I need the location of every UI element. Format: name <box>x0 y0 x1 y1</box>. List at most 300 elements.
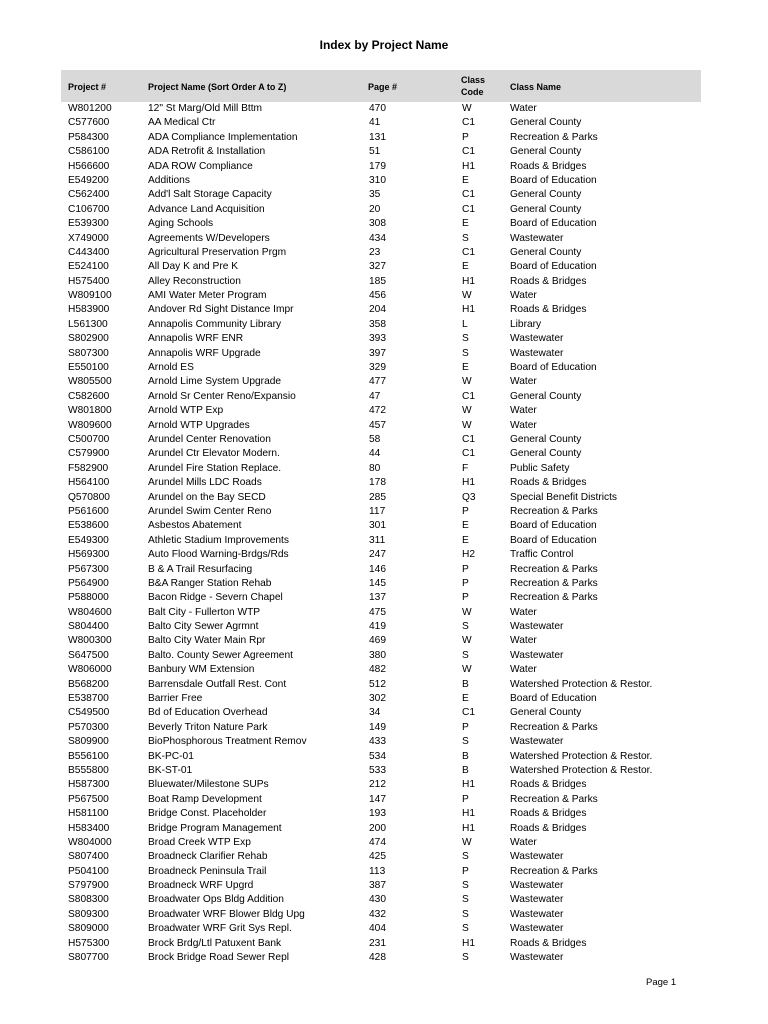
project-name-cell: Advance Land Acquisition <box>148 203 265 215</box>
header-page-number: Page # <box>368 82 398 92</box>
class-code-cell: P <box>462 721 469 733</box>
page-number-cell: 430 <box>369 894 386 906</box>
page-number-cell: 358 <box>369 318 386 330</box>
class-name-cell: General County <box>510 189 582 201</box>
table-row <box>0 275 768 289</box>
class-name-cell: Wastewater <box>510 736 564 748</box>
class-name-cell: Board of Education <box>510 174 597 186</box>
class-code-cell: H1 <box>462 275 476 287</box>
project-number-cell: S809900 <box>68 736 109 748</box>
class-code-cell: H1 <box>462 937 476 949</box>
project-name-cell: Athletic Stadium Improvements <box>148 534 289 546</box>
table-header <box>61 70 701 102</box>
class-name-cell: Roads & Bridges <box>510 160 587 172</box>
project-number-cell: X749000 <box>68 232 109 244</box>
page-number-cell: 34 <box>369 707 381 719</box>
class-name-cell: Board of Education <box>510 261 597 273</box>
project-number-cell: S804400 <box>68 621 109 633</box>
table-row <box>0 419 768 433</box>
project-name-cell: Balto. County Sewer Agreement <box>148 649 293 661</box>
page-number-cell: 512 <box>369 678 386 690</box>
page-number-cell: 457 <box>369 419 386 431</box>
project-name-cell: Boat Ramp Development <box>148 793 262 805</box>
page-title: Index by Project Name <box>319 38 449 52</box>
project-number-cell: S809000 <box>68 923 109 935</box>
project-number-cell: P561600 <box>68 505 109 517</box>
class-name-cell: Traffic Control <box>510 549 574 561</box>
project-name-cell: 12" St Marg/Old Mill Bttm <box>148 103 263 114</box>
project-number-cell: W809100 <box>68 290 112 302</box>
project-number-cell: B556100 <box>68 750 109 762</box>
class-code-cell: S <box>462 621 469 633</box>
project-name-cell: Add'l Salt Storage Capacity <box>148 189 272 201</box>
table-row <box>0 692 768 706</box>
page-number-cell: 397 <box>369 347 386 359</box>
class-name-cell: Roads & Bridges <box>510 822 587 834</box>
class-code-cell: S <box>462 736 469 748</box>
class-name-cell: Recreation & Parks <box>510 505 598 517</box>
class-name-cell: Watershed Protection & Restor. <box>510 678 653 690</box>
project-number-cell: L561300 <box>68 318 108 330</box>
table-row <box>0 922 768 936</box>
page-number-cell: 404 <box>369 923 386 935</box>
class-name-cell: Water <box>510 664 537 676</box>
project-name-cell: Additions <box>148 174 190 186</box>
page-number-cell: 23 <box>369 246 381 258</box>
project-name-cell: Beverly Triton Nature Park <box>148 721 268 733</box>
class-name-cell: General County <box>510 203 582 215</box>
table-row <box>0 721 768 735</box>
class-name-cell: Water <box>510 635 537 647</box>
page-number-cell: 80 <box>369 462 381 474</box>
project-number-cell: H566600 <box>68 160 110 172</box>
project-number-cell: W806000 <box>68 664 112 676</box>
page-number-cell: 469 <box>369 635 386 647</box>
class-code-cell: S <box>462 347 469 359</box>
page-number-cell: 425 <box>369 851 386 863</box>
table-row <box>0 217 768 231</box>
page-number-cell: 327 <box>369 261 386 273</box>
page-number-cell: 179 <box>369 160 386 172</box>
class-code-cell: H1 <box>462 779 476 791</box>
class-name-cell: Recreation & Parks <box>510 793 598 805</box>
project-number-cell: S802900 <box>68 333 109 345</box>
class-name-cell: Wastewater <box>510 894 564 906</box>
class-name-cell: Watershed Protection & Restor. <box>510 764 653 776</box>
project-number-cell: E538600 <box>68 520 109 532</box>
page-number-cell: 35 <box>369 189 381 201</box>
page-number-cell: 285 <box>369 491 386 503</box>
project-name-cell: Agreements W/Developers <box>148 232 270 244</box>
class-code-cell: S <box>462 894 469 906</box>
page-number-cell: 44 <box>369 448 381 460</box>
table-row <box>0 534 768 548</box>
table-row <box>0 519 768 533</box>
project-name-cell: BK-ST-01 <box>148 764 193 776</box>
page-number-cell: 433 <box>369 736 386 748</box>
page-number-cell: 145 <box>369 577 386 589</box>
class-name-cell: Wastewater <box>510 649 564 661</box>
class-name-cell: Wastewater <box>510 333 564 345</box>
page-number-cell: 308 <box>369 218 386 230</box>
class-code-cell: B <box>462 678 469 690</box>
page-number-cell: 178 <box>369 477 386 489</box>
table-row <box>0 116 768 130</box>
class-name-cell: Wastewater <box>510 232 564 244</box>
project-name-cell: Annapolis WRF Upgrade <box>148 347 261 359</box>
class-code-cell: B <box>462 764 469 776</box>
project-number-cell: P567500 <box>68 793 109 805</box>
class-name-cell: Wastewater <box>510 908 564 920</box>
project-name-cell: Broadneck WRF Upgrd <box>148 880 254 892</box>
class-code-cell: S <box>462 333 469 345</box>
project-name-cell: Bd of Education Overhead <box>148 707 268 719</box>
table-row <box>0 462 768 476</box>
project-number-cell: B568200 <box>68 678 109 690</box>
project-number-cell: H581100 <box>68 808 109 820</box>
table-row <box>0 706 768 720</box>
page-number-cell: 47 <box>369 390 381 402</box>
project-number-cell: C549500 <box>68 707 110 719</box>
table-row <box>0 332 768 346</box>
table-row <box>0 174 768 188</box>
table-row <box>0 404 768 418</box>
project-number-cell: H587300 <box>68 779 110 791</box>
table-row <box>0 908 768 922</box>
page-number-cell: 302 <box>369 693 386 705</box>
project-number-cell: E549200 <box>68 174 109 186</box>
header-class-code-line2: Code <box>461 87 484 97</box>
class-code-cell: C1 <box>462 146 476 158</box>
class-code-cell: S <box>462 649 469 661</box>
table-row <box>0 548 768 562</box>
page-number-cell: 146 <box>369 563 386 575</box>
class-code-cell: E <box>462 534 469 546</box>
project-number-cell: H583400 <box>68 822 110 834</box>
header-class-name: Class Name <box>510 82 562 92</box>
class-name-cell: General County <box>510 246 582 258</box>
project-number-cell: Q570800 <box>68 491 110 503</box>
class-name-cell: Water <box>510 606 537 618</box>
project-name-cell: AMI Water Meter Program <box>148 290 267 302</box>
class-name-cell: Roads & Bridges <box>510 779 587 791</box>
project-name-cell: Arundel on the Bay SECD <box>148 491 266 503</box>
project-name-cell: Aging Schools <box>148 218 214 230</box>
class-code-cell: C1 <box>462 189 476 201</box>
project-name-cell: BK-PC-01 <box>148 750 194 762</box>
page-number-cell: 147 <box>369 793 386 805</box>
class-name-cell: Watershed Protection & Restor. <box>510 750 653 762</box>
project-number-cell: W809600 <box>68 419 112 431</box>
class-code-cell: S <box>462 232 469 244</box>
class-code-cell: W <box>462 103 472 114</box>
project-name-cell: Brock Bridge Road Sewer Repl <box>148 952 289 964</box>
class-name-cell: Roads & Bridges <box>510 937 587 949</box>
class-code-cell: H1 <box>462 822 476 834</box>
page-number-cell: 247 <box>369 549 386 561</box>
class-code-cell: F <box>462 462 469 474</box>
class-name-cell: Special Benefit Districts <box>510 491 618 503</box>
table-row <box>0 620 768 634</box>
class-name-cell: General County <box>510 448 582 460</box>
class-code-cell: E <box>462 693 469 705</box>
table-row <box>0 289 768 303</box>
table-row <box>0 476 768 490</box>
class-code-cell: C1 <box>462 203 476 215</box>
page-number-cell: 193 <box>369 808 386 820</box>
class-code-cell: H1 <box>462 160 476 172</box>
table-row <box>0 778 768 792</box>
class-name-cell: Water <box>510 405 537 417</box>
project-number-cell: W801200 <box>68 103 112 114</box>
project-name-cell: B&A Ranger Station Rehab <box>148 577 272 589</box>
page-number-cell: 131 <box>369 131 386 143</box>
class-code-cell: S <box>462 923 469 935</box>
class-code-cell: C1 <box>462 433 476 445</box>
page-number-cell: 310 <box>369 174 386 186</box>
table-row <box>0 447 768 461</box>
class-code-cell: H1 <box>462 477 476 489</box>
table-row <box>0 822 768 836</box>
header-project-name: Project Name (Sort Order A to Z) <box>148 82 287 92</box>
table-row <box>0 361 768 375</box>
project-number-cell: W805500 <box>68 376 112 388</box>
page-number-cell: 474 <box>369 836 386 848</box>
project-name-cell: Andover Rd Sight Distance Impr <box>148 304 294 316</box>
project-number-cell: F582900 <box>68 462 109 474</box>
class-code-cell: P <box>462 131 469 143</box>
project-name-cell: Arnold WTP Exp <box>148 405 224 417</box>
table-row <box>0 937 768 951</box>
page-number-cell: 380 <box>369 649 386 661</box>
table-row <box>0 433 768 447</box>
page-number-cell: 470 <box>369 103 386 114</box>
table-row <box>0 750 768 764</box>
project-number-cell: W804000 <box>68 836 112 848</box>
page-number-cell: 58 <box>369 433 381 445</box>
table-row <box>0 606 768 620</box>
table-body <box>0 102 768 965</box>
page-number-cell: 477 <box>369 376 386 388</box>
table-row <box>0 663 768 677</box>
class-name-cell: Wastewater <box>510 347 564 359</box>
table-row <box>0 131 768 145</box>
class-name-cell: General County <box>510 390 582 402</box>
project-number-cell: P567300 <box>68 563 109 575</box>
table-row <box>0 879 768 893</box>
class-code-cell: C1 <box>462 390 476 402</box>
page-number-cell: 301 <box>369 520 386 532</box>
project-name-cell: Arundel Swim Center Reno <box>148 505 272 517</box>
project-name-cell: Brock Brdg/Ltl Patuxent Bank <box>148 937 282 949</box>
table-row <box>0 491 768 505</box>
table-row <box>0 145 768 159</box>
class-name-cell: Roads & Bridges <box>510 304 587 316</box>
project-name-cell: Broadwater WRF Grit Sys Repl. <box>148 923 292 935</box>
project-number-cell: S647500 <box>68 649 109 661</box>
project-number-cell: H564100 <box>68 477 110 489</box>
page-number-cell: 149 <box>369 721 386 733</box>
table-row <box>0 951 768 965</box>
project-name-cell: Barrier Free <box>148 693 203 705</box>
project-name-cell: Bluewater/Milestone SUPs <box>148 779 269 791</box>
class-code-cell: H2 <box>462 549 476 561</box>
class-code-cell: P <box>462 865 469 877</box>
class-code-cell: W <box>462 419 472 431</box>
project-number-cell: H583900 <box>68 304 110 316</box>
project-number-cell: E549300 <box>68 534 109 546</box>
class-name-cell: Board of Education <box>510 218 597 230</box>
table-row <box>0 160 768 174</box>
page-number-cell: 482 <box>369 664 386 676</box>
table-row <box>0 102 768 116</box>
class-code-cell: S <box>462 952 469 964</box>
project-number-cell: H575300 <box>68 937 110 949</box>
class-name-cell: General County <box>510 146 582 158</box>
project-name-cell: Arnold Lime System Upgrade <box>148 376 282 388</box>
table-row <box>0 577 768 591</box>
class-code-cell: E <box>462 362 469 374</box>
page-number-cell: 204 <box>369 304 386 316</box>
project-name-cell: Broadwater WRF Blower Bldg Upg <box>148 908 305 920</box>
project-number-cell: C106700 <box>68 203 110 215</box>
class-code-cell: S <box>462 908 469 920</box>
class-name-cell: Water <box>510 836 537 848</box>
header-project-number: Project # <box>68 82 107 92</box>
project-number-cell: C443400 <box>68 246 110 258</box>
project-number-cell: S807300 <box>68 347 109 359</box>
project-number-cell: P584300 <box>68 131 109 143</box>
class-name-cell: Wastewater <box>510 851 564 863</box>
class-name-cell: Recreation & Parks <box>510 721 598 733</box>
class-name-cell: Water <box>510 290 537 302</box>
class-code-cell: P <box>462 592 469 604</box>
table-row <box>0 649 768 663</box>
project-name-cell: ADA Retrofit & Installation <box>148 146 266 158</box>
project-name-cell: Annapolis WRF ENR <box>148 333 244 345</box>
class-code-cell: P <box>462 793 469 805</box>
class-code-cell: P <box>462 505 469 517</box>
page-number-cell: 387 <box>369 880 386 892</box>
class-code-cell: W <box>462 290 472 302</box>
project-name-cell: AA Medical Ctr <box>148 117 216 129</box>
table-row <box>0 836 768 850</box>
project-name-cell: Broadneck Peninsula Trail <box>148 865 267 877</box>
class-code-cell: E <box>462 218 469 230</box>
project-name-cell: BioPhosphorous Treatment Remov <box>148 736 307 748</box>
class-code-cell: C1 <box>462 246 476 258</box>
class-code-cell: W <box>462 664 472 676</box>
class-name-cell: Water <box>510 419 537 431</box>
header-class-code <box>461 74 485 98</box>
project-name-cell: Arundel Center Renovation <box>148 433 271 445</box>
table-row <box>0 591 768 605</box>
page-number-cell: 432 <box>369 908 386 920</box>
class-code-cell: E <box>462 520 469 532</box>
project-name-cell: Bacon Ridge - Severn Chapel <box>148 592 283 604</box>
project-number-cell: H569300 <box>68 549 110 561</box>
project-number-cell: S807700 <box>68 952 109 964</box>
project-name-cell: Asbestos Abatement <box>148 520 242 532</box>
class-name-cell: Recreation & Parks <box>510 563 598 575</box>
table-row <box>0 563 768 577</box>
class-code-cell: P <box>462 577 469 589</box>
page-number-cell: 231 <box>369 937 386 949</box>
project-name-cell: Agricultural Preservation Prgm <box>148 246 287 258</box>
class-name-cell: General County <box>510 117 582 129</box>
project-number-cell: C562400 <box>68 189 110 201</box>
project-number-cell: C579900 <box>68 448 110 460</box>
class-name-cell: Wastewater <box>510 923 564 935</box>
class-code-cell: C1 <box>462 117 476 129</box>
project-number-cell: P504100 <box>68 865 109 877</box>
class-code-cell: W <box>462 606 472 618</box>
table-row <box>0 375 768 389</box>
class-name-cell: Recreation & Parks <box>510 131 598 143</box>
page-number-cell: 20 <box>369 203 381 215</box>
table-row <box>0 188 768 202</box>
project-number-cell: B555800 <box>68 764 109 776</box>
page-number-footer: Page 1 <box>646 977 677 988</box>
page-number-cell: 472 <box>369 405 386 417</box>
class-code-cell: B <box>462 750 469 762</box>
class-code-cell: S <box>462 880 469 892</box>
table-row <box>0 232 768 246</box>
page-number-cell: 185 <box>369 275 386 287</box>
project-number-cell: P564900 <box>68 577 109 589</box>
class-code-cell: W <box>462 376 472 388</box>
page-number-cell: 534 <box>369 750 386 762</box>
class-name-cell: Recreation & Parks <box>510 577 598 589</box>
page-number-cell: 117 <box>369 505 386 517</box>
class-name-cell: General County <box>510 707 582 719</box>
page-number-cell: 434 <box>369 232 386 244</box>
project-name-cell: Balto City Water Main Rpr <box>148 635 266 647</box>
table-row <box>0 303 768 317</box>
project-number-cell: W804600 <box>68 606 112 618</box>
page-number-cell: 113 <box>369 865 386 877</box>
class-name-cell: General County <box>510 433 582 445</box>
project-name-cell: Auto Flood Warning-Brdgs/Rds <box>148 549 289 561</box>
project-name-cell: Bridge Const. Placeholder <box>148 808 267 820</box>
page-number-cell: 475 <box>369 606 386 618</box>
project-name-cell: Annapolis Community Library <box>148 318 282 330</box>
project-name-cell: All Day K and Pre K <box>148 261 239 273</box>
table-row <box>0 735 768 749</box>
class-code-cell: Q3 <box>462 491 476 503</box>
class-name-cell: Recreation & Parks <box>510 865 598 877</box>
project-number-cell: C577600 <box>68 117 110 129</box>
project-number-cell: P588000 <box>68 592 109 604</box>
project-number-cell: P570300 <box>68 721 109 733</box>
project-name-cell: Balto City Sewer Agrmnt <box>148 621 259 633</box>
project-name-cell: Arundel Ctr Elevator Modern. <box>148 448 280 460</box>
project-name-cell: Arundel Mills LDC Roads <box>148 477 262 489</box>
project-name-cell: B & A Trail Resurfacing <box>148 563 253 575</box>
table-row <box>0 807 768 821</box>
table-row <box>0 347 768 361</box>
class-code-cell: H1 <box>462 808 476 820</box>
class-name-cell: Water <box>510 376 537 388</box>
page-number-cell: 311 <box>369 534 386 546</box>
class-name-cell: Library <box>510 318 542 330</box>
table-row <box>0 865 768 879</box>
table-row <box>0 850 768 864</box>
class-name-cell: Recreation & Parks <box>510 592 598 604</box>
page-number-cell: 533 <box>369 764 386 776</box>
class-name-cell: Roads & Bridges <box>510 477 587 489</box>
page-number-cell: 137 <box>369 592 386 604</box>
